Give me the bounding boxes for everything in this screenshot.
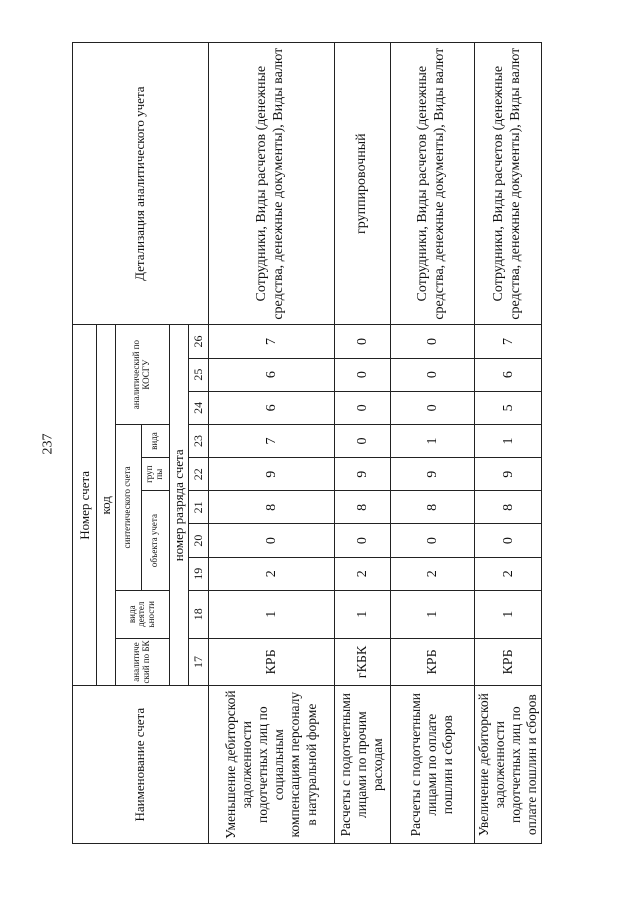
cell-code: гКБК <box>334 638 390 686</box>
cell-code: 1 <box>390 590 474 638</box>
digit-20: 20 <box>188 524 208 557</box>
row-name: Расчеты с подотчетными лицами по прочим расходам <box>334 686 390 844</box>
header-group: груп пы <box>141 458 169 491</box>
digit-24: 24 <box>188 391 208 424</box>
accounts-table <box>72 42 542 844</box>
cell-code: 5 <box>474 391 542 424</box>
cell-code: 0 <box>390 358 474 391</box>
digit-23: 23 <box>188 424 208 457</box>
cell-code: 8 <box>208 491 334 524</box>
cell-code: 8 <box>390 491 474 524</box>
header-activity-type: вида деятел ьности <box>115 590 169 638</box>
header-digit-number: номер разряда счета <box>169 325 188 686</box>
cell-code: 7 <box>474 325 542 358</box>
row-detail: Сотрудники, Виды расчетов (денежные средства, денежные документы), Виды валют <box>208 43 334 325</box>
header-kind: вида <box>141 424 169 457</box>
header-object: объекта учета <box>141 491 169 591</box>
cell-code: 6 <box>474 358 542 391</box>
cell-code: 6 <box>208 391 334 424</box>
row-name: Расчеты с подотчетными лицами по оплате пошлин и сборов <box>390 686 474 844</box>
cell-code: 7 <box>208 325 334 358</box>
cell-code: 2 <box>334 557 390 590</box>
header-analytic-kosgu: аналитический по КОСГУ <box>115 325 169 425</box>
cell-code: 9 <box>474 458 542 491</box>
cell-code: 1 <box>208 590 334 638</box>
header-analytic-detail: Детализация аналитического учета <box>73 43 209 325</box>
cell-code: 0 <box>390 524 474 557</box>
table-row <box>208 43 334 844</box>
cell-code: 0 <box>390 325 474 358</box>
digit-19: 19 <box>188 557 208 590</box>
digit-21: 21 <box>188 491 208 524</box>
header-code: код <box>97 325 116 686</box>
header-account-number: Номер счета <box>73 325 97 686</box>
cell-code: 2 <box>208 557 334 590</box>
cell-code: 9 <box>390 458 474 491</box>
table-row <box>334 43 390 844</box>
cell-code: 0 <box>208 524 334 557</box>
cell-code: 6 <box>208 358 334 391</box>
cell-code: 1 <box>390 424 474 457</box>
cell-code: 1 <box>474 424 542 457</box>
cell-code: 8 <box>334 491 390 524</box>
header-analytic-bk: аналитиче ский по БК <box>115 638 169 686</box>
row-name: Увеличение дебиторской задолженности подотчетных лиц по оплате пошлин и сборов <box>474 686 542 844</box>
digit-22: 22 <box>188 458 208 491</box>
cell-code: 8 <box>474 491 542 524</box>
cell-code: 0 <box>334 391 390 424</box>
table-row <box>474 43 542 844</box>
cell-code: 0 <box>334 424 390 457</box>
header-account-name: Наименование счета <box>73 686 209 844</box>
cell-code: 2 <box>474 557 542 590</box>
cell-code: 1 <box>474 590 542 638</box>
cell-code: КРБ <box>208 638 334 686</box>
row-detail: Сотрудники, Виды расчетов (денежные средства, денежные документы), Виды валют <box>474 43 542 325</box>
cell-code: 0 <box>334 325 390 358</box>
cell-code: 0 <box>334 358 390 391</box>
cell-code: КРБ <box>474 638 542 686</box>
digit-25: 25 <box>188 358 208 391</box>
row-detail: Сотрудники, Виды расчетов (денежные средства, денежные документы), Виды валют <box>390 43 474 325</box>
row-detail: группировочный <box>334 43 390 325</box>
digit-18: 18 <box>188 590 208 638</box>
header-synthetic: синтетического счета <box>115 424 141 590</box>
table-row <box>390 43 474 844</box>
cell-code: 0 <box>474 524 542 557</box>
cell-code: 1 <box>334 590 390 638</box>
cell-code: 0 <box>390 391 474 424</box>
cell-code: 7 <box>208 424 334 457</box>
cell-code: 9 <box>208 458 334 491</box>
digit-17: 17 <box>188 638 208 686</box>
cell-code: 9 <box>334 458 390 491</box>
cell-code: 2 <box>390 557 474 590</box>
row-name: Уменьшение дебиторской задолженности подотчетных лиц по социальным компенсациям персоналу в натуральной форме <box>208 686 334 844</box>
page-number: 237 <box>40 433 56 455</box>
cell-code: КРБ <box>390 638 474 686</box>
digit-26: 26 <box>188 325 208 358</box>
rotated-table-area <box>72 42 540 844</box>
cell-code: 0 <box>334 524 390 557</box>
